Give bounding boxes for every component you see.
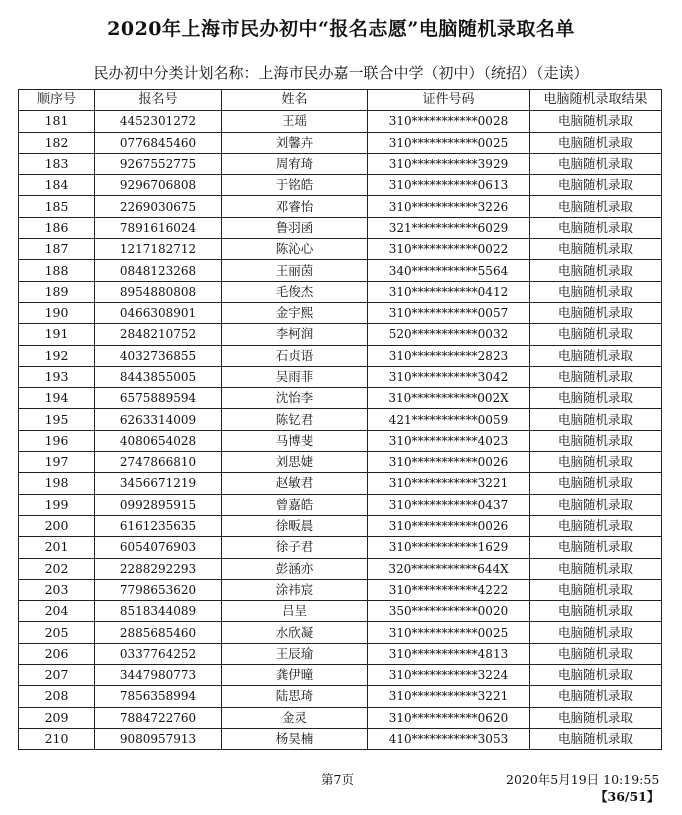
name-cell: 彭涵亦 xyxy=(222,558,368,579)
registration-number-cell: 7891616024 xyxy=(95,217,222,238)
table-row xyxy=(19,409,662,430)
name-cell: 刘思婕 xyxy=(222,452,368,473)
header-row xyxy=(19,90,662,111)
sequence-cell: 188 xyxy=(19,260,95,281)
registration-number-cell: 4032736855 xyxy=(95,345,222,366)
header-name: 姓名 xyxy=(222,90,368,111)
id-number-cell: 310***********0025 xyxy=(368,622,530,643)
result-cell: 电脑随机录取 xyxy=(530,281,662,302)
result-cell: 电脑随机录取 xyxy=(530,622,662,643)
id-number-cell: 310***********4023 xyxy=(368,430,530,451)
name-cell: 王辰瑜 xyxy=(222,643,368,664)
id-number-cell: 310***********4813 xyxy=(368,643,530,664)
name-cell: 王丽茵 xyxy=(222,260,368,281)
result-cell: 电脑随机录取 xyxy=(530,217,662,238)
id-number-cell: 310***********3226 xyxy=(368,196,530,217)
registration-number-cell: 8954880808 xyxy=(95,281,222,302)
registration-number-cell: 3456671219 xyxy=(95,473,222,494)
table-row xyxy=(19,515,662,536)
sequence-cell: 204 xyxy=(19,601,95,622)
name-cell: 毛俊杰 xyxy=(222,281,368,302)
name-cell: 邓睿怡 xyxy=(222,196,368,217)
page-title: 2020年上海市民办初中“报名志愿”电脑随机录取名单 xyxy=(107,18,575,40)
table-row xyxy=(19,111,662,132)
result-cell: 电脑随机录取 xyxy=(530,643,662,664)
registration-number-cell: 7798653620 xyxy=(95,579,222,600)
result-cell: 电脑随机录取 xyxy=(530,132,662,153)
table-row xyxy=(19,452,662,473)
registration-number-cell: 6054076903 xyxy=(95,537,222,558)
result-cell: 电脑随机录取 xyxy=(530,452,662,473)
page-count: 【36/51】 xyxy=(595,789,660,804)
sequence-cell: 199 xyxy=(19,494,95,515)
sequence-cell: 205 xyxy=(19,622,95,643)
registration-number-cell: 6575889594 xyxy=(95,388,222,409)
name-cell: 水欣凝 xyxy=(222,622,368,643)
id-number-cell: 310***********0028 xyxy=(368,111,530,132)
result-cell: 电脑随机录取 xyxy=(530,515,662,536)
registration-number-cell: 1217182712 xyxy=(95,239,222,260)
name-cell: 周宥琦 xyxy=(222,153,368,174)
result-cell: 电脑随机录取 xyxy=(530,260,662,281)
id-number-cell: 310***********3221 xyxy=(368,473,530,494)
table-row xyxy=(19,132,662,153)
sequence-cell: 192 xyxy=(19,345,95,366)
registration-number-cell: 6161235635 xyxy=(95,515,222,536)
table-row xyxy=(19,473,662,494)
table-body xyxy=(19,111,662,750)
result-cell: 电脑随机录取 xyxy=(530,665,662,686)
name-cell: 金宇熙 xyxy=(222,302,368,323)
registration-number-cell: 2885685460 xyxy=(95,622,222,643)
name-cell: 陈沁心 xyxy=(222,239,368,260)
table-row xyxy=(19,601,662,622)
result-cell: 电脑随机录取 xyxy=(530,366,662,387)
registration-number-cell: 7884722760 xyxy=(95,707,222,728)
sequence-cell: 181 xyxy=(19,111,95,132)
registration-number-cell: 0776845460 xyxy=(95,132,222,153)
registration-number-cell: 8518344089 xyxy=(95,601,222,622)
header-admission-result: 电脑随机录取结果 xyxy=(530,90,662,111)
result-cell: 电脑随机录取 xyxy=(530,153,662,174)
name-cell: 于铭皓 xyxy=(222,175,368,196)
sequence-cell: 200 xyxy=(19,515,95,536)
id-number-cell: 310***********3224 xyxy=(368,665,530,686)
result-cell: 电脑随机录取 xyxy=(530,686,662,707)
sequence-cell: 209 xyxy=(19,707,95,728)
result-cell: 电脑随机录取 xyxy=(530,239,662,260)
table-row xyxy=(19,686,662,707)
name-cell: 马博斐 xyxy=(222,430,368,451)
id-number-cell: 310***********0026 xyxy=(368,515,530,536)
registration-number-cell: 2747866810 xyxy=(95,452,222,473)
name-cell: 杨昊楠 xyxy=(222,728,368,749)
sequence-cell: 187 xyxy=(19,239,95,260)
sequence-cell: 198 xyxy=(19,473,95,494)
admission-table xyxy=(18,89,662,750)
id-number-cell: 321***********6029 xyxy=(368,217,530,238)
id-number-cell: 310***********1629 xyxy=(368,537,530,558)
table-row xyxy=(19,665,662,686)
table-header xyxy=(19,90,662,111)
table-row xyxy=(19,324,662,345)
sequence-cell: 202 xyxy=(19,558,95,579)
name-cell: 徐子君 xyxy=(222,537,368,558)
id-number-cell: 310***********0613 xyxy=(368,175,530,196)
sequence-cell: 191 xyxy=(19,324,95,345)
name-cell: 刘馨卉 xyxy=(222,132,368,153)
table-row xyxy=(19,345,662,366)
table-row xyxy=(19,728,662,749)
id-number-cell: 421***********0059 xyxy=(368,409,530,430)
table-row xyxy=(19,388,662,409)
name-cell: 鲁羽函 xyxy=(222,217,368,238)
sequence-cell: 193 xyxy=(19,366,95,387)
registration-number-cell: 9080957913 xyxy=(95,728,222,749)
result-cell: 电脑随机录取 xyxy=(530,707,662,728)
registration-number-cell: 4080654028 xyxy=(95,430,222,451)
name-cell: 李柯润 xyxy=(222,324,368,345)
name-cell: 王瑶 xyxy=(222,111,368,132)
name-cell: 赵敏君 xyxy=(222,473,368,494)
registration-number-cell: 2269030675 xyxy=(95,196,222,217)
registration-number-cell: 9296706808 xyxy=(95,175,222,196)
name-cell: 涂祎宸 xyxy=(222,579,368,600)
name-cell: 金灵 xyxy=(222,707,368,728)
sequence-cell: 206 xyxy=(19,643,95,664)
registration-number-cell: 0848123268 xyxy=(95,260,222,281)
sequence-cell: 186 xyxy=(19,217,95,238)
table-row xyxy=(19,494,662,515)
registration-number-cell: 0466308901 xyxy=(95,302,222,323)
table-row xyxy=(19,217,662,238)
sequence-cell: 182 xyxy=(19,132,95,153)
result-cell: 电脑随机录取 xyxy=(530,196,662,217)
registration-number-cell: 2288292293 xyxy=(95,558,222,579)
table-row xyxy=(19,302,662,323)
plan-name-subtitle: 民办初中分类计划名称：上海市民办嘉一联合中学（初中）（统招）（走读） xyxy=(93,64,589,82)
result-cell: 电脑随机录取 xyxy=(530,601,662,622)
result-cell: 电脑随机录取 xyxy=(530,579,662,600)
sequence-cell: 189 xyxy=(19,281,95,302)
table-row xyxy=(19,153,662,174)
result-cell: 电脑随机录取 xyxy=(530,558,662,579)
id-number-cell: 410***********3053 xyxy=(368,728,530,749)
id-number-cell: 310***********3042 xyxy=(368,366,530,387)
sequence-cell: 184 xyxy=(19,175,95,196)
id-number-cell: 310***********0025 xyxy=(368,132,530,153)
result-cell: 电脑随机录取 xyxy=(530,728,662,749)
id-number-cell: 310***********2823 xyxy=(368,345,530,366)
name-cell: 陈钇君 xyxy=(222,409,368,430)
table-row xyxy=(19,643,662,664)
table-row xyxy=(19,366,662,387)
table-row xyxy=(19,260,662,281)
sequence-cell: 203 xyxy=(19,579,95,600)
table-row xyxy=(19,707,662,728)
sequence-cell: 185 xyxy=(19,196,95,217)
name-cell: 曾嘉皓 xyxy=(222,494,368,515)
name-cell: 吕呈 xyxy=(222,601,368,622)
table-row xyxy=(19,579,662,600)
name-cell: 石贞语 xyxy=(222,345,368,366)
sequence-cell: 210 xyxy=(19,728,95,749)
id-number-cell: 320***********644X xyxy=(368,558,530,579)
result-cell: 电脑随机录取 xyxy=(530,430,662,451)
registration-number-cell: 8443855005 xyxy=(95,366,222,387)
result-cell: 电脑随机录取 xyxy=(530,473,662,494)
registration-number-cell: 0337764252 xyxy=(95,643,222,664)
table-row xyxy=(19,239,662,260)
result-cell: 电脑随机录取 xyxy=(530,111,662,132)
table-row xyxy=(19,622,662,643)
header-sequence: 顺序号 xyxy=(19,90,95,111)
id-number-cell: 310***********0412 xyxy=(368,281,530,302)
name-cell: 徐畈晨 xyxy=(222,515,368,536)
registration-number-cell: 9267552775 xyxy=(95,153,222,174)
print-datetime: 2020年5月19日 10:19:55 xyxy=(506,772,660,787)
id-number-cell: 310***********0057 xyxy=(368,302,530,323)
result-cell: 电脑随机录取 xyxy=(530,494,662,515)
table-row xyxy=(19,430,662,451)
registration-number-cell: 0992895915 xyxy=(95,494,222,515)
registration-number-cell: 4452301272 xyxy=(95,111,222,132)
name-cell: 龚伊曈 xyxy=(222,665,368,686)
sequence-cell: 207 xyxy=(19,665,95,686)
result-cell: 电脑随机录取 xyxy=(530,302,662,323)
result-cell: 电脑随机录取 xyxy=(530,388,662,409)
table-row xyxy=(19,196,662,217)
table-row xyxy=(19,281,662,302)
table-row xyxy=(19,537,662,558)
registration-number-cell: 3447980773 xyxy=(95,665,222,686)
registration-number-cell: 6263314009 xyxy=(95,409,222,430)
result-cell: 电脑随机录取 xyxy=(530,409,662,430)
id-number-cell: 310***********002X xyxy=(368,388,530,409)
sequence-cell: 196 xyxy=(19,430,95,451)
name-cell: 沈怡李 xyxy=(222,388,368,409)
page-number: 第7页 xyxy=(321,772,354,787)
id-number-cell: 310***********0022 xyxy=(368,239,530,260)
table-row xyxy=(19,558,662,579)
sequence-cell: 195 xyxy=(19,409,95,430)
id-number-cell: 310***********3221 xyxy=(368,686,530,707)
sequence-cell: 194 xyxy=(19,388,95,409)
table-row xyxy=(19,175,662,196)
id-number-cell: 310***********0620 xyxy=(368,707,530,728)
id-number-cell: 310***********4222 xyxy=(368,579,530,600)
name-cell: 吴雨菲 xyxy=(222,366,368,387)
sequence-cell: 183 xyxy=(19,153,95,174)
sequence-cell: 208 xyxy=(19,686,95,707)
id-number-cell: 310***********3929 xyxy=(368,153,530,174)
name-cell: 陆思琦 xyxy=(222,686,368,707)
result-cell: 电脑随机录取 xyxy=(530,324,662,345)
header-registration-number: 报名号 xyxy=(95,90,222,111)
id-number-cell: 520***********0032 xyxy=(368,324,530,345)
sequence-cell: 197 xyxy=(19,452,95,473)
result-cell: 电脑随机录取 xyxy=(530,537,662,558)
id-number-cell: 310***********0026 xyxy=(368,452,530,473)
sequence-cell: 201 xyxy=(19,537,95,558)
result-cell: 电脑随机录取 xyxy=(530,175,662,196)
result-cell: 电脑随机录取 xyxy=(530,345,662,366)
registration-number-cell: 2848210752 xyxy=(95,324,222,345)
id-number-cell: 350***********0020 xyxy=(368,601,530,622)
header-id-number: 证件号码 xyxy=(368,90,530,111)
registration-number-cell: 7856358994 xyxy=(95,686,222,707)
id-number-cell: 340***********5564 xyxy=(368,260,530,281)
id-number-cell: 310***********0437 xyxy=(368,494,530,515)
sequence-cell: 190 xyxy=(19,302,95,323)
